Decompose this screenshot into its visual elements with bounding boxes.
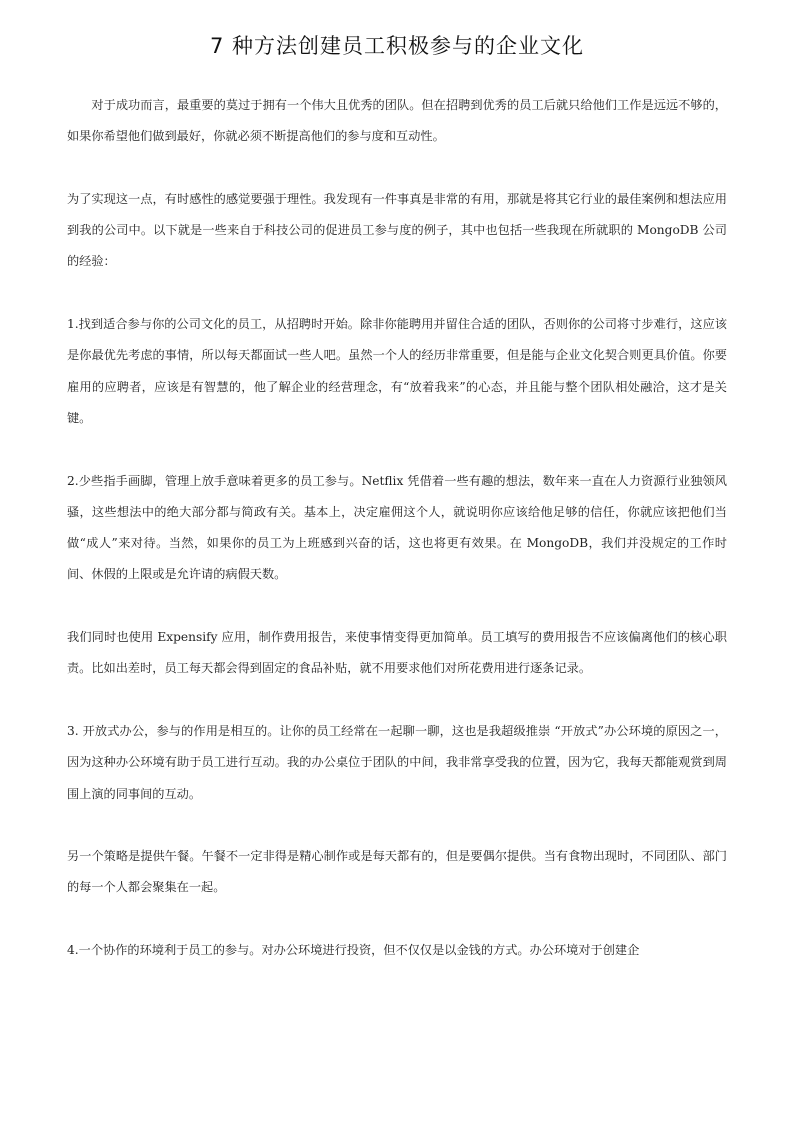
paragraph-gap bbox=[67, 434, 727, 465]
paragraph-gap bbox=[67, 153, 727, 184]
paragraph-intro: 对于成功而言，最重要的莫过于拥有一个伟大且优秀的团队。但在招聘到优秀的员工后就只给他们工作是远远不够的，如果你希望他们做到最好，你就必须不断提高他们的参与度和互动性。 bbox=[67, 98, 727, 144]
paragraph-point-3: 3. 开放式办公，参与的作用是相互的。让你的员工经常在一起聊一聊，这也是我超级推崇 “开放式”办公环境的原因之一，因为这种办公环境有助于员工进行互动。我的办公桌位于团队的中间，我非常享受我的位置，因为它，我每天都能观赏到周围上演的同事间的互动。 bbox=[67, 723, 727, 801]
paragraph-gap bbox=[67, 591, 727, 622]
paragraph-point-1: 1.找到适合参与你的公司文化的员工，从招聘时开始。除非你能聘用并留住合适的团队，否则你的公司将寸步难行，这应该是你最优先考虑的事情，所以每天都面试一些人吧。虽然一个人的经历非常重要，但是能与企业文化契合则更具价值。你要雇用的应聘者，应该是有智慧的，他了解企业的经营理念，有“放着我来”的心态，并且能与整个团队相处融洽，这才是关键。 bbox=[67, 317, 727, 425]
document-title: 7 种方法创建员工积极参与的企业文化 bbox=[209, 34, 585, 58]
document-body bbox=[67, 90, 727, 966]
paragraph-gap bbox=[67, 685, 727, 716]
paragraph-approach: 为了实现这一点，有时感性的感觉要强于理性。我发现有一件事真是非常的有用，那就是将其它行业的最佳案例和想法应用到我的公司中。以下就是一些来自于科技公司的促进员工参与度的例子，其中也包括一些我现在所就职的 MongoDB 公司的经验： bbox=[67, 191, 727, 269]
paragraph-lunch: 另一个策略是提供午餐。午餐不一定非得是精心制作或是每天都有的，但是要偶尔提供。当有食物出现时，不同团队、部门的每一个人都会聚集在一起。 bbox=[67, 849, 727, 895]
paragraph-point-2: 2.少些指手画脚，管理上放手意味着更多的员工参与。Netflix 凭借着一些有趣的想法，数年来一直在人力资源行业独领风骚，这些想法中的绝大部分都与简政有关。基本上，决定雇佣这个人，就说明你应该给他足够的信任，你就应该把他们当做“成人”来对待。当然，如果你的员工为上班感到兴奋的话，这也将更有效果。在 MongoDB，我们并没规定的工作时间、休假的上限或是允许请的病假天数。 bbox=[67, 473, 727, 582]
paragraph-gap bbox=[67, 278, 727, 309]
paragraph-expensify: 我们同时也使用 Expensify 应用，制作费用报告，来使事情变得更加简单。员工填写的费用报告不应该偏离他们的核心职责。比如出差时，员工每天都会得到固定的食品补贴，就不用要求他们对所花费用进行逐条记录。 bbox=[67, 630, 727, 676]
paragraph-point-4: 4.一个协作的环境利于员工的参与。对办公环境进行投资，但不仅仅是以金钱的方式。办公环境对于创建企 bbox=[67, 943, 640, 958]
paragraph-gap bbox=[67, 904, 727, 935]
paragraph-gap bbox=[67, 810, 727, 841]
